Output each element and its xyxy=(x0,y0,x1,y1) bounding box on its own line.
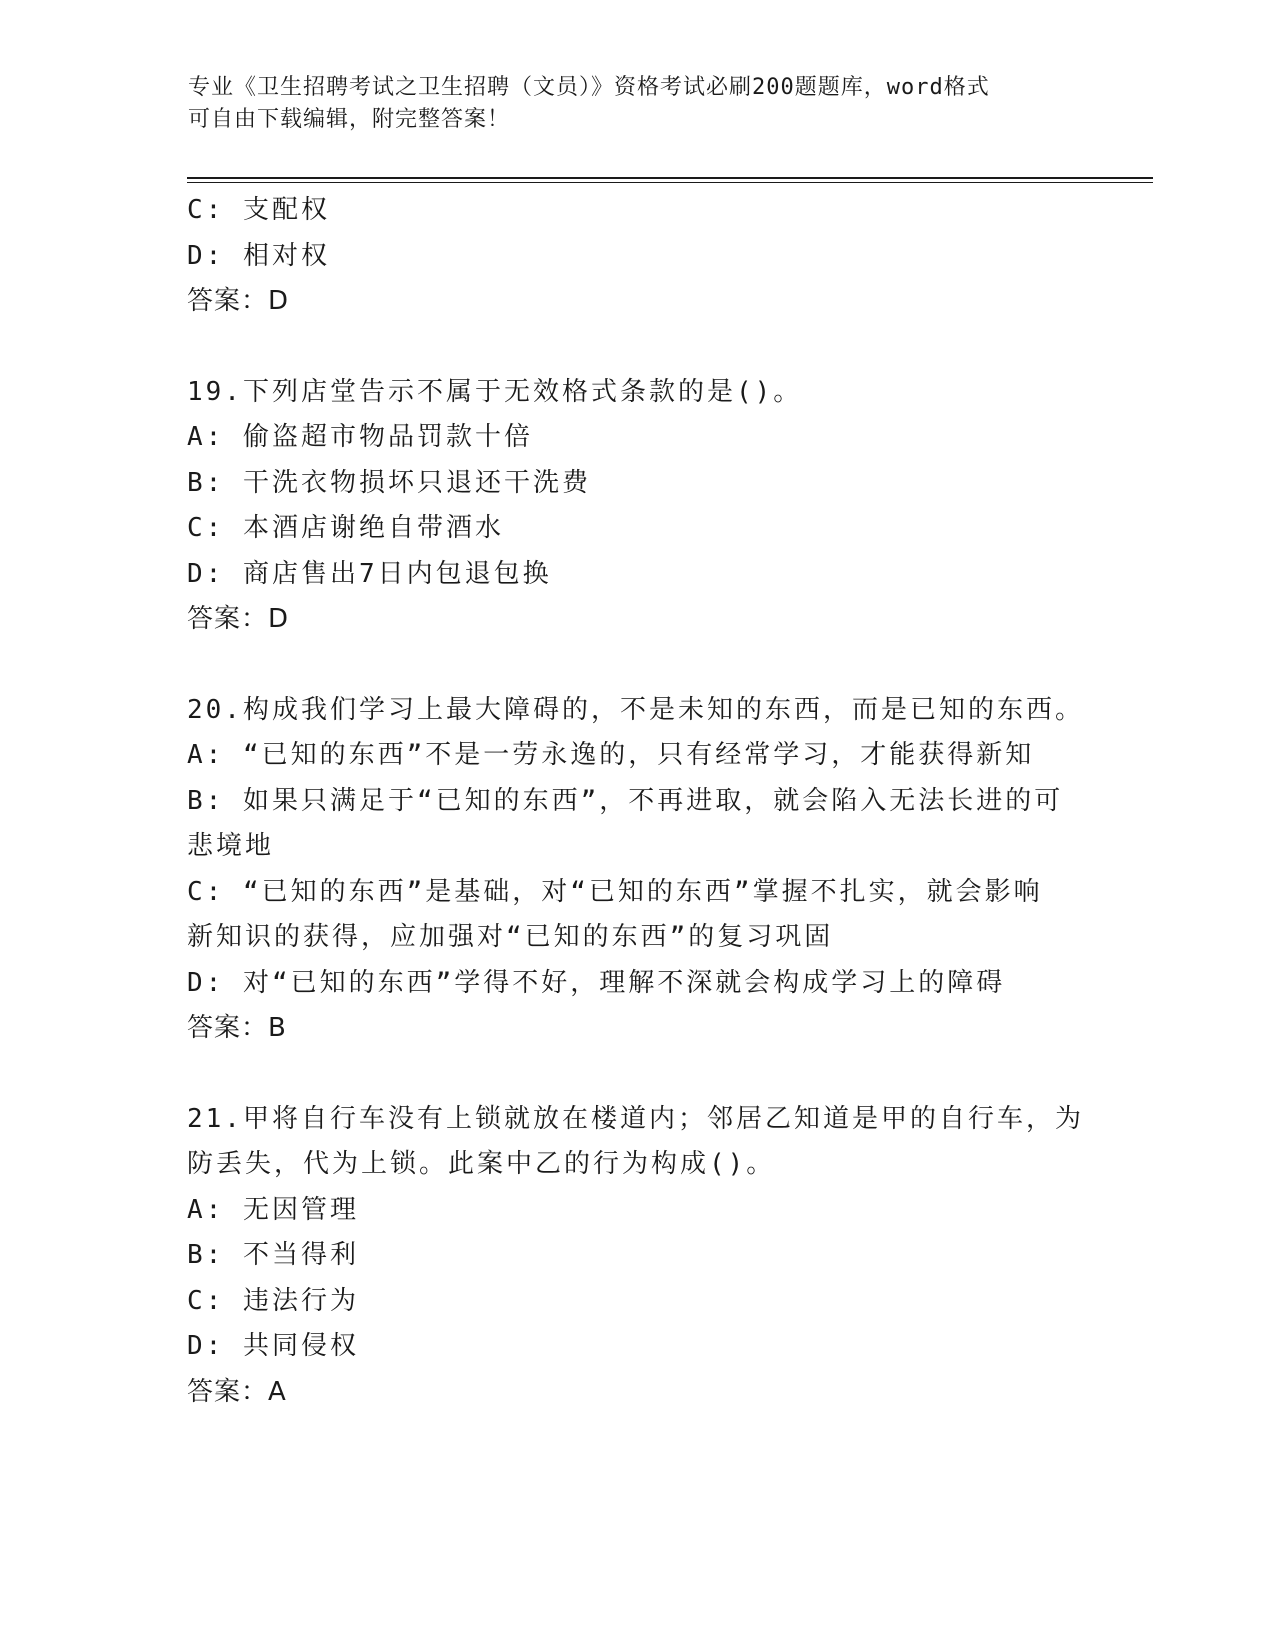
question-stem: 20.构成我们学习上最大障碍的，不是未知的东西，而是已知的东西。 xyxy=(187,694,1084,725)
answer-line: 答案：B xyxy=(187,1013,287,1043)
answer-line: 答案：D xyxy=(187,604,290,634)
header-rule-thick xyxy=(187,177,1153,179)
option-b: B: 干洗衣物损坏只退还干洗费 xyxy=(187,467,591,498)
option-a: A: 偷盗超市物品罚款十倍 xyxy=(187,422,533,452)
option-c: C: 支配权 xyxy=(187,195,330,225)
question-stem: 19.下列店堂告示不属于无效格式条款的是()。 xyxy=(187,376,803,407)
option-d: D: 对“已知的东西”学得不好，理解不深就会构成学习上的障碍 xyxy=(187,967,1006,998)
question-19 xyxy=(187,370,1087,643)
option-c: C: 本酒店谢绝自带酒水 xyxy=(187,513,504,543)
question-stem: 21.甲将自行车没有上锁就放在楼道内；邻居乙知道是甲的自行车，为 xyxy=(187,1103,1084,1134)
option-d: D: 相对权 xyxy=(187,240,330,271)
prev-question-tail xyxy=(187,188,1087,325)
question-stem-cont: 防丢失，代为上锁。此案中乙的行为构成()。 xyxy=(187,1149,776,1179)
question-21 xyxy=(187,1097,1087,1416)
option-b-cont: 悲境地 xyxy=(187,831,275,861)
header-rule-thin xyxy=(187,182,1153,183)
option-b: B: 不当得利 xyxy=(187,1240,359,1270)
option-c-cont: 新知识的获得，应加强对“已知的东西”的复习巩固 xyxy=(187,922,834,952)
answer-line: 答案：A xyxy=(187,1376,287,1407)
header-line-2: 可自由下载编辑，附完整答案！ xyxy=(188,107,511,132)
option-d: D: 共同侵权 xyxy=(187,1331,359,1361)
header-line-1: 专业《卫生招聘考试之卫生招聘（文员）》资格考试必刷200题题库，word格式 xyxy=(188,75,990,100)
question-20 xyxy=(187,688,1087,1052)
option-b: B: 如果只满足于“已知的东西”，不再进取，就会陷入无法长进的可 xyxy=(187,785,1064,816)
option-a: A: “已知的东西”不是一劳永逸的，只有经常学习，才能获得新知 xyxy=(187,740,1035,770)
answer-line: 答案：D xyxy=(187,286,290,316)
option-a: A: 无因管理 xyxy=(187,1194,359,1225)
option-c: C: “已知的东西”是基础，对“已知的东西”掌握不扎实，就会影响 xyxy=(187,876,1043,907)
option-d: D: 商店售出7日内包退包换 xyxy=(187,558,552,589)
document-body xyxy=(187,188,1087,1415)
option-c: C: 违法行为 xyxy=(187,1285,359,1316)
document-header xyxy=(188,72,1088,136)
